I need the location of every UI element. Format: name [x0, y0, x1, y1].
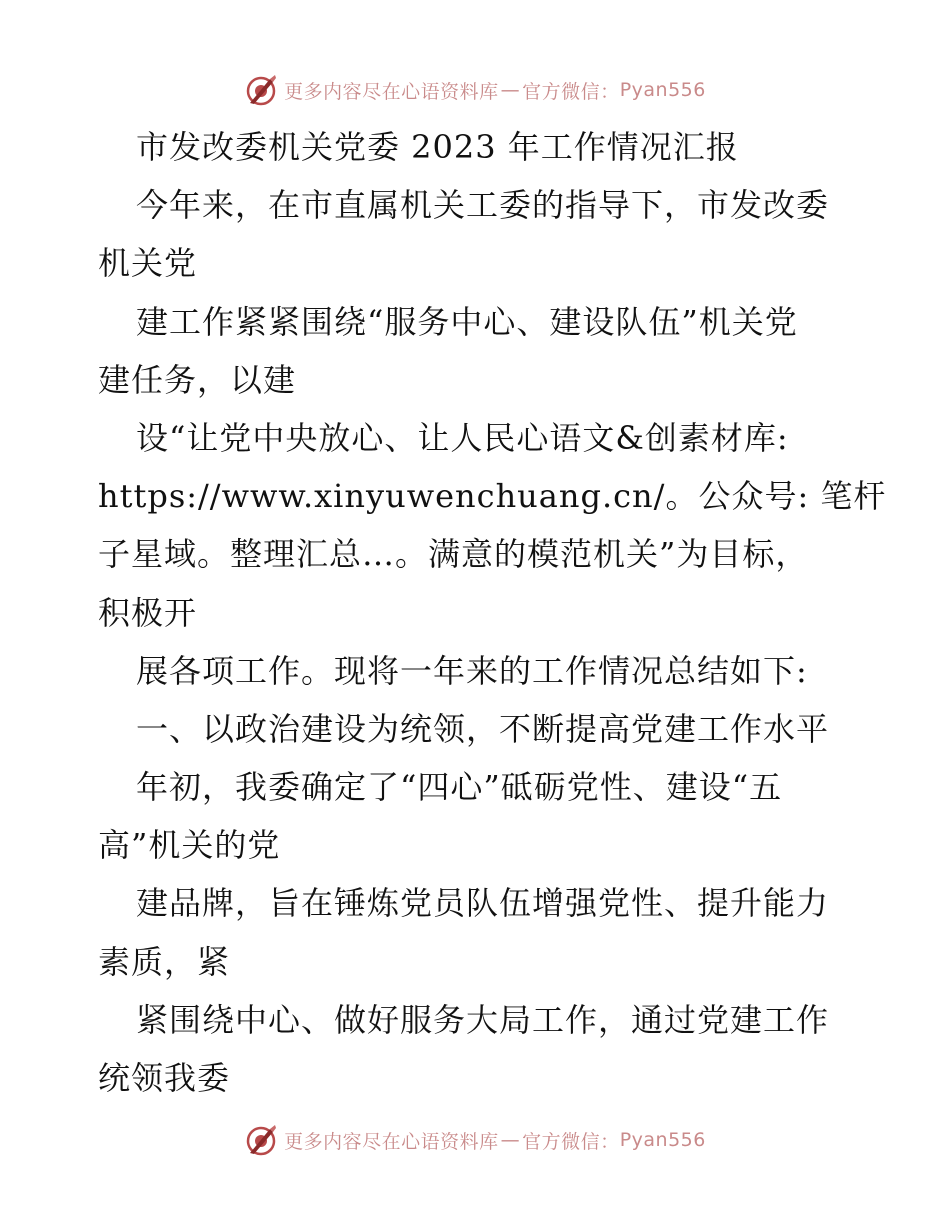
watermark-dash: —: [500, 79, 521, 101]
quill-seal-icon: [244, 73, 278, 107]
text-line: 子星域。整理汇总…。满意的模范机关”为目标，: [98, 535, 809, 574]
text-line: 高”机关的党: [98, 826, 281, 865]
text-line: 机关党: [98, 244, 198, 283]
watermark-wechat-id: Pyan556: [619, 79, 706, 101]
text-line: 设“让党中央放心、让人民心语文&创素材库:: [136, 418, 789, 457]
watermark-main-text: 更多内容尽在心语资料库: [284, 80, 499, 103]
watermark-wechat-label: 官方微信：: [522, 80, 620, 103]
text-line: https://www.xinyuwenchuang.cn/。公众号: 笔杆: [98, 477, 887, 516]
watermark-main-text: 更多内容尽在心语资料库: [284, 1130, 499, 1153]
text-line: 紧围绕中心、做好服务大局工作，通过党建工作: [136, 1000, 830, 1039]
watermark-wechat-id: Pyan556: [619, 1129, 706, 1151]
section-heading: 一、以政治建设为统领，不断提高党建工作水平: [136, 709, 830, 748]
document-body: [98, 118, 887, 1107]
document-title: 市发改委机关党委 2023 年工作情况汇报: [136, 128, 739, 166]
watermark-footer: [0, 1120, 950, 1160]
text-line: 建任务，以建: [98, 360, 297, 399]
text-line: 建品牌，旨在锤炼党员队伍增强党性、提升能力: [136, 884, 830, 923]
text-line: 今年来，在市直属机关工委的指导下，市发改委: [136, 186, 830, 225]
text-line: 建工作紧紧围绕“服务中心、建设队伍”机关党: [136, 302, 798, 341]
watermark-dash: —: [500, 1129, 521, 1151]
text-line: 积极开: [98, 593, 198, 632]
text-line: 展各项工作。现将一年来的工作情况总结如下:: [136, 651, 808, 690]
watermark-wechat-label: 官方微信：: [522, 1130, 620, 1153]
quill-seal-icon: [244, 1123, 278, 1157]
text-line: 统领我委: [98, 1059, 231, 1097]
watermark-header: [0, 70, 950, 110]
text-line: 素质，紧: [98, 942, 231, 981]
text-line: 年初，我委确定了“四心”砥砺党性、建设“五: [136, 768, 783, 807]
